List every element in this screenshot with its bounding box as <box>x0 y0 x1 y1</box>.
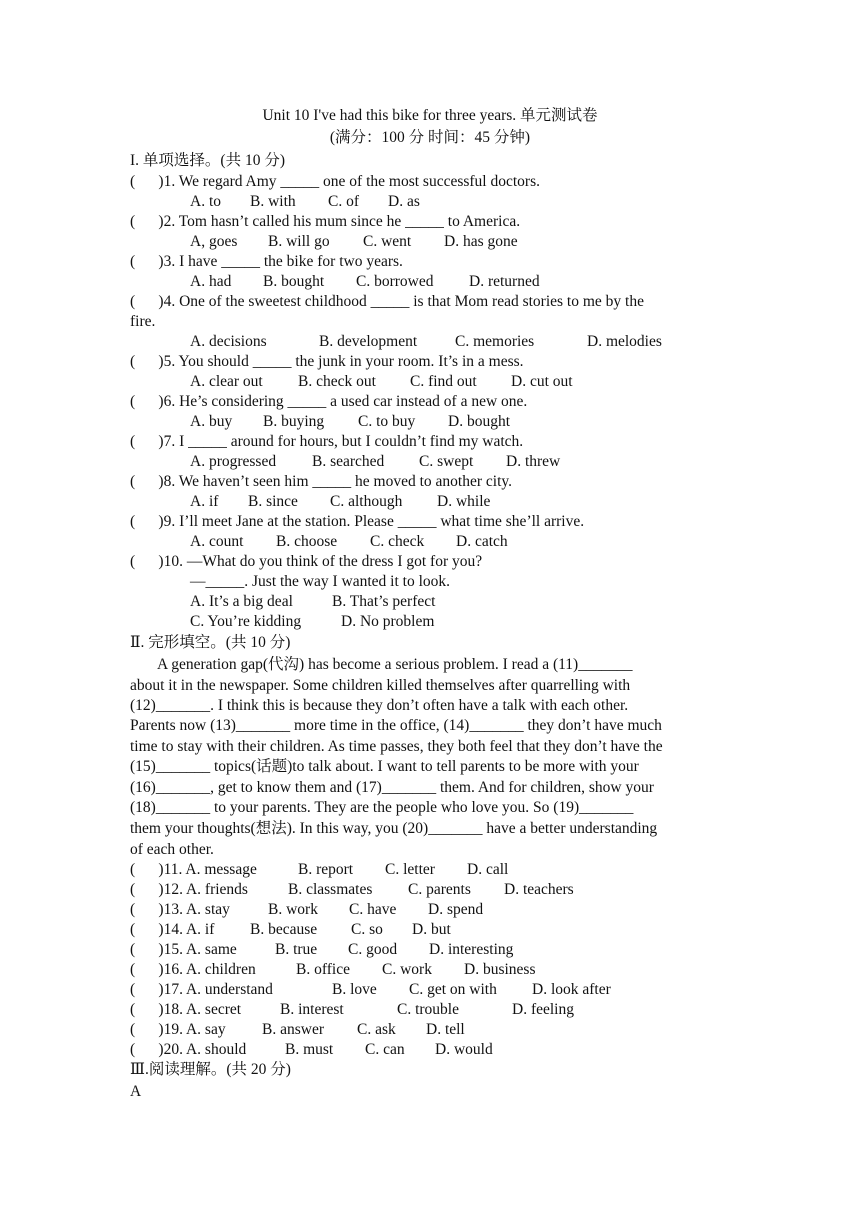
section-heading-2: Ⅱ. 完形填空。(共 10 分) <box>130 634 291 651</box>
option: D. returned <box>469 273 540 290</box>
option: B. development <box>319 333 418 350</box>
option: C. although <box>330 493 403 510</box>
page-title: Unit 10 I've had this bike for three years. 单元测试卷 <box>262 107 598 124</box>
question-9: ( )9. I’ll meet Jane at the station. Please _____ what time she’ll arrive. <box>130 513 585 530</box>
option: C. parents <box>408 881 471 898</box>
question-10-reply: —_____. Just the way I wanted it to look. <box>190 573 451 590</box>
option: C. of <box>328 193 359 210</box>
option: B. searched <box>312 453 385 470</box>
option: B. interest <box>280 1001 344 1018</box>
passage-line: (15)_______ topics(话题)to talk about. I want to tell parents to be more with your <box>130 758 639 775</box>
question-1: ( )1. We regard Amy _____ one of the most successful doctors. <box>130 173 540 190</box>
option: C. good <box>348 941 398 958</box>
page-subtitle: (满分：100 分 时间：45 分钟) <box>329 129 531 146</box>
option: D. feeling <box>512 1001 574 1018</box>
passage-line: A generation gap(代沟) has become a serious problem. I read a (11)_______ <box>157 656 633 673</box>
passage-line: them your thoughts(想法). In this way, you (20)_______ have a better understanding <box>130 820 658 837</box>
question-7: ( )7. I _____ around for hours, but I couldn’t find my watch. <box>130 433 524 450</box>
option: A. buy <box>190 413 233 430</box>
passage-line: time to stay with their children. As time passes, they both feel that they don’t have the <box>130 738 663 755</box>
option: A. It’s a big deal <box>190 593 293 610</box>
question-6: ( )6. He’s considering _____ a used car instead of a new one. <box>130 393 528 410</box>
option: C. borrowed <box>356 273 434 290</box>
option: A. decisions <box>190 333 267 350</box>
passage-line: (18)_______ to your parents. They are the people who love you. So (19)_______ <box>130 799 634 816</box>
option: A. count <box>190 533 244 550</box>
option: C. check <box>370 533 425 550</box>
passage-line: of each other. <box>130 841 214 858</box>
option: C. get on with <box>409 981 497 998</box>
option: D. bought <box>448 413 510 430</box>
option: C. have <box>349 901 397 918</box>
option: C. find out <box>410 373 477 390</box>
section-heading-1: I. 单项选择。(共 10 分) <box>130 152 285 169</box>
option: D. but <box>412 921 451 938</box>
passage-line: Parents now (13)_______ more time in the office, (14)_______ they don’t have much <box>130 717 662 734</box>
question-4-cont: fire. <box>130 313 156 330</box>
option: D. No problem <box>341 613 435 630</box>
option: B. answer <box>262 1021 324 1038</box>
option: C. swept <box>419 453 474 470</box>
question-10: ( )10. —What do you think of the dress I got for you? <box>130 553 483 570</box>
option: B. bought <box>263 273 325 290</box>
option: B. check out <box>298 373 376 390</box>
option: B. work <box>268 901 318 918</box>
option: C. to buy <box>358 413 416 430</box>
option: B. with <box>250 193 296 210</box>
option: C. letter <box>385 861 435 878</box>
option: C. so <box>351 921 383 938</box>
option: B. must <box>285 1041 334 1058</box>
passage-line: about it in the newspaper. Some children killed themselves after quarrelling with <box>130 677 631 694</box>
option: C. can <box>365 1041 405 1058</box>
option: A, goes <box>190 233 238 250</box>
option: D. call <box>467 861 509 878</box>
option: A. progressed <box>190 453 277 470</box>
option: D. threw <box>506 453 561 470</box>
option: C. ask <box>357 1021 396 1038</box>
question-4: ( )4. One of the sweetest childhood _____ is that Mom read stories to me by the <box>130 293 644 310</box>
option: C. trouble <box>397 1001 459 1018</box>
option: D. tell <box>426 1021 465 1038</box>
option: B. because <box>250 921 318 938</box>
option: D. spend <box>428 901 484 918</box>
option: B. buying <box>263 413 325 430</box>
option: D. teachers <box>504 881 574 898</box>
option: B. classmates <box>288 881 373 898</box>
option: B. office <box>296 961 350 978</box>
question-5: ( )5. You should _____ the junk in your room. It’s in a mess. <box>130 353 524 370</box>
option: B. That’s perfect <box>332 593 436 610</box>
option: C. went <box>363 233 412 250</box>
option: D. look after <box>532 981 611 998</box>
option: D. interesting <box>429 941 514 958</box>
option: B. will go <box>268 233 330 250</box>
option: D. as <box>388 193 420 210</box>
option: A. had <box>190 273 232 290</box>
question-2: ( )2. Tom hasn’t called his mum since he _____ to America. <box>130 213 521 230</box>
option: C. You’re kidding <box>190 613 302 630</box>
option: D. cut out <box>511 373 573 390</box>
option: B. since <box>248 493 298 510</box>
option: D. has gone <box>444 233 518 250</box>
question-3: ( )3. I have _____ the bike for two years. <box>130 253 403 270</box>
option: A. if <box>190 493 219 510</box>
option: D. catch <box>456 533 508 550</box>
exam-page: Unit 10 I've had this bike for three years. 单元测试卷 (满分：100 分 时间：45 分钟) I. 单项选择。(共 10 分) ( )1. We regard Amy _____ one of the most successful doctors. A. to B. with C. of D. as ( )2. Tom hasn’t called his mum since he _____ to America. A, goes B. will go C. went D. has gone ( )3. I have _____ the bike for two years. A. had B. bought C. borrowed D. returned ( )4. One of the sweetest childhood _____ is that Mom read stories to me by the fire. A. decisions B. development C. memories D. melodies ( )5. You should _____ the junk in your room. It’s in a mess. A. clear out B. check out C. find out D. cut out ( )6. He’s considering _____ a used car instead of a new one. A. buy B. buying C. to buy D. bought ( )7. I _____ around for hours, but I couldn’t find my watch. A. progressed B. searched C. swept D. threw ( )8. We haven’t seen him _____ he moved to another city. A. if B. since C. although D. while ( )9. I’ll meet Jane at the station. Please _____ what time she’ll arrive. A. count B. choose C. check D. catch ( )10. —What do you think of the dress I got for you? —_____. Just the way I wanted it to look. A. It’s a big deal B. That’s perfect C. You’re kidding D. No problem Ⅱ. 完形填空。(共 10 分) A generation gap(代沟) has become a serious problem. I read a (11)_______ about it in the newspaper. Some children killed themselves after quarrelling with (12)_______. I think this is because they don’t often have a talk with each other. Parents now (13)_______ more time in the office, (14)_______ they don’t have much time to stay with their children. As time passes, they both feel that they don’t have the (15)_______ topics(话题)to talk about. I want to tell parents to be more with your (16)_______, get to know them and (17)_______ them. And for children, show your (18)_______ to your parents. They are the people who love you. So (19)_______ them your thoughts(想法). In this way, you (20)_______ have a better understanding of each other. ( )11. A. message B. report C. letter D. call ( )12. A. friends B. classmates C. parents D. teachers ( )13. A. stay B. work C. have D. spend ( )14. A. if B. because C. so D. but ( )15. A. same B. true C. good D. interesting ( )16. A. children B. office C. work D. business ( )17. A. understand B. love C. get on with D. look after ( )18. A. secret B. interest C. trouble D. feeling ( )19. A. say B. answer C. ask D. tell ( )20. A. should B. must C. can D. would Ⅲ.阅读理解。(共 20 分) A <box>0 0 860 1216</box>
option: B. choose <box>276 533 338 550</box>
option: D. business <box>464 961 536 978</box>
option: D. melodies <box>587 333 662 350</box>
option: B. love <box>332 981 377 998</box>
option: C. work <box>382 961 432 978</box>
option: D. while <box>437 493 491 510</box>
option: A. clear out <box>190 373 263 390</box>
option: A. to <box>190 193 221 210</box>
option: B. true <box>275 941 318 958</box>
section-heading-3: Ⅲ.阅读理解。(共 20 分) <box>130 1061 291 1078</box>
option: D. would <box>435 1041 493 1058</box>
option: C. memories <box>455 333 535 350</box>
passage-line: (16)_______, get to know them and (17)_______ them. And for children, show your <box>130 779 654 796</box>
option: B. report <box>298 861 354 878</box>
passage-line: (12)_______. I think this is because they don’t often have a talk with each other. <box>130 697 629 714</box>
part-label: A <box>130 1083 142 1100</box>
question-8: ( )8. We haven’t seen him _____ he moved to another city. <box>130 473 512 490</box>
